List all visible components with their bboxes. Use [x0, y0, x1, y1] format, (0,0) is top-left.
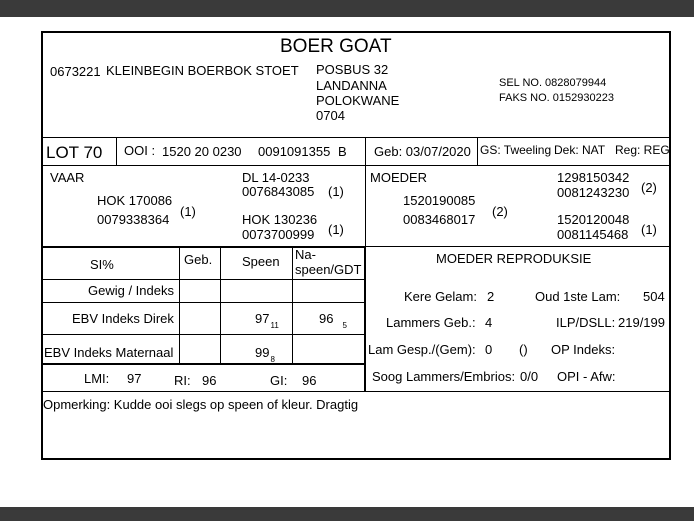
bottom-dark-bar: [0, 507, 694, 521]
sire-dam-count: (1): [328, 222, 344, 237]
sire-dam-id: 0073700999: [242, 227, 315, 242]
ri-label: RI:: [174, 373, 191, 388]
ooi-number: 1520 20 0230: [162, 144, 242, 159]
ilp-label: ILP/DSLL:: [556, 315, 616, 330]
ebv-direct-post-weaning: 96 $_5$: [319, 311, 347, 330]
dam-sire-number: 1298150342: [557, 170, 630, 185]
weight-index-label: Gewig / Indeks: [88, 283, 174, 298]
ri-value: 96: [202, 373, 217, 388]
birth-header: Geb.: [184, 252, 213, 267]
divider-line: [365, 165, 366, 247]
post-weaning-header-2: speen/GDT: [295, 262, 362, 277]
ebv-maternal-weaning: $99_8$: [255, 345, 275, 364]
ooi-grade: B: [338, 144, 347, 159]
divider-line: [179, 246, 180, 363]
fax-number: FAKS NO. 0152930223: [499, 92, 614, 104]
card-title: BOER GOAT: [280, 36, 392, 57]
sire-name: DL 14-0233: [242, 170, 310, 185]
divider-line: [365, 137, 366, 165]
reproduction-title: MOEDER REPRODUKSIE: [436, 251, 592, 266]
first-lamb-age-label: Oud 1ste Lam:: [535, 289, 621, 304]
divider-line: [116, 137, 117, 165]
remarks-text: Opmerking: Kudde ooi slegs op speen of kleur. Dragtig: [43, 397, 359, 412]
lambs-weaned-value: 0: [485, 342, 493, 357]
dam-dam-id: 0081145468: [557, 227, 629, 242]
divider-line: [366, 246, 671, 247]
phone-number: SEL NO. 0828079944: [499, 77, 607, 89]
birth-status: GS: Tweeling: [480, 143, 552, 157]
divider-line: [41, 137, 671, 138]
sire-id: 0076843085: [242, 184, 315, 199]
dam-dam-count: (1): [641, 222, 657, 237]
divider-line: [364, 246, 366, 391]
dam-count: (2): [492, 204, 508, 219]
divider-line: [41, 363, 366, 365]
address-line-1: POSBUS 32: [316, 62, 389, 77]
dam-dam-number: 1520120048: [557, 212, 630, 227]
dam-number: 1520190085: [403, 193, 476, 208]
divider-line: [41, 302, 365, 303]
divider-line: [41, 391, 671, 392]
sire-count: (1): [328, 184, 344, 199]
ooi-id: 0091091355: [258, 144, 331, 159]
registration: Reg: REG: [615, 143, 670, 157]
gi-label: GI:: [270, 373, 288, 388]
gi-value: 96: [302, 373, 317, 388]
divider-line: [220, 246, 221, 363]
dam-id: 0083468017: [403, 212, 476, 227]
lambs-weaned-label: Lam Gesp./(Gem):: [368, 342, 476, 357]
address-line-2: LANDANNA: [316, 78, 387, 93]
top-dark-bar: [0, 0, 694, 17]
ooi-label: OOI :: [124, 143, 156, 158]
divider-line: [41, 279, 365, 280]
address-line-4: 0704: [316, 108, 345, 123]
breeder-code: 0673221: [50, 64, 101, 79]
op-index-label: OP Indeks:: [551, 342, 616, 357]
lambs-born-label: Lammers Geb.:: [386, 315, 476, 330]
lambings-value: 2: [487, 289, 495, 304]
ebv-direct-label: EBV Indeks Direk: [72, 311, 174, 326]
ilp-value: 219/199: [618, 315, 665, 330]
divider-line: [41, 165, 671, 166]
sire-sire-name: HOK 170086: [97, 193, 173, 208]
divider-line: [41, 246, 366, 248]
lambs-born-value: 4: [485, 315, 493, 330]
suckling-lambs-value: 0/0: [520, 369, 539, 384]
divider-line: [477, 137, 478, 165]
breeder-name: KLEINBEGIN BOERBOK STOET: [106, 63, 299, 78]
lambings-label: Kere Gelam:: [404, 289, 477, 304]
lot-number: LOT 70: [46, 143, 103, 162]
dam-label: MOEDER: [370, 170, 428, 185]
dam-sire-id: 0081243230: [557, 185, 630, 200]
suckling-lambs-label: Soog Lammers/Embrios:: [372, 369, 516, 384]
address-line-3: POLOKWANE: [316, 93, 400, 108]
sire-dam-name: HOK 130236: [242, 212, 318, 227]
sire-sire-count: (1): [180, 204, 196, 219]
birth-date: Geb: 03/07/2020: [374, 144, 471, 159]
divider-line: [41, 334, 365, 335]
dam-sire-count: (2): [641, 180, 657, 195]
divider-line: [292, 246, 293, 363]
sire-label: VAAR: [50, 170, 85, 185]
mating-type: Dek: NAT: [554, 143, 606, 157]
lmi-label: LMI:: [84, 371, 110, 386]
first-lamb-age-value: 504: [643, 289, 665, 304]
sire-sire-id: 0079338364: [97, 212, 170, 227]
ebv-maternal-label: EBV Indeks Maternaal: [44, 345, 174, 360]
ebv-direct-weaning: $97_{11}$: [255, 311, 279, 330]
post-weaning-header-1: Na-: [295, 247, 316, 262]
si-header: SI%: [90, 257, 114, 272]
lmi-value: 97: [127, 371, 142, 386]
lambs-weaned-average: (): [519, 342, 528, 357]
opi-deviation-label: OPI - Afw:: [557, 369, 616, 384]
weaning-header: Speen: [242, 254, 280, 269]
